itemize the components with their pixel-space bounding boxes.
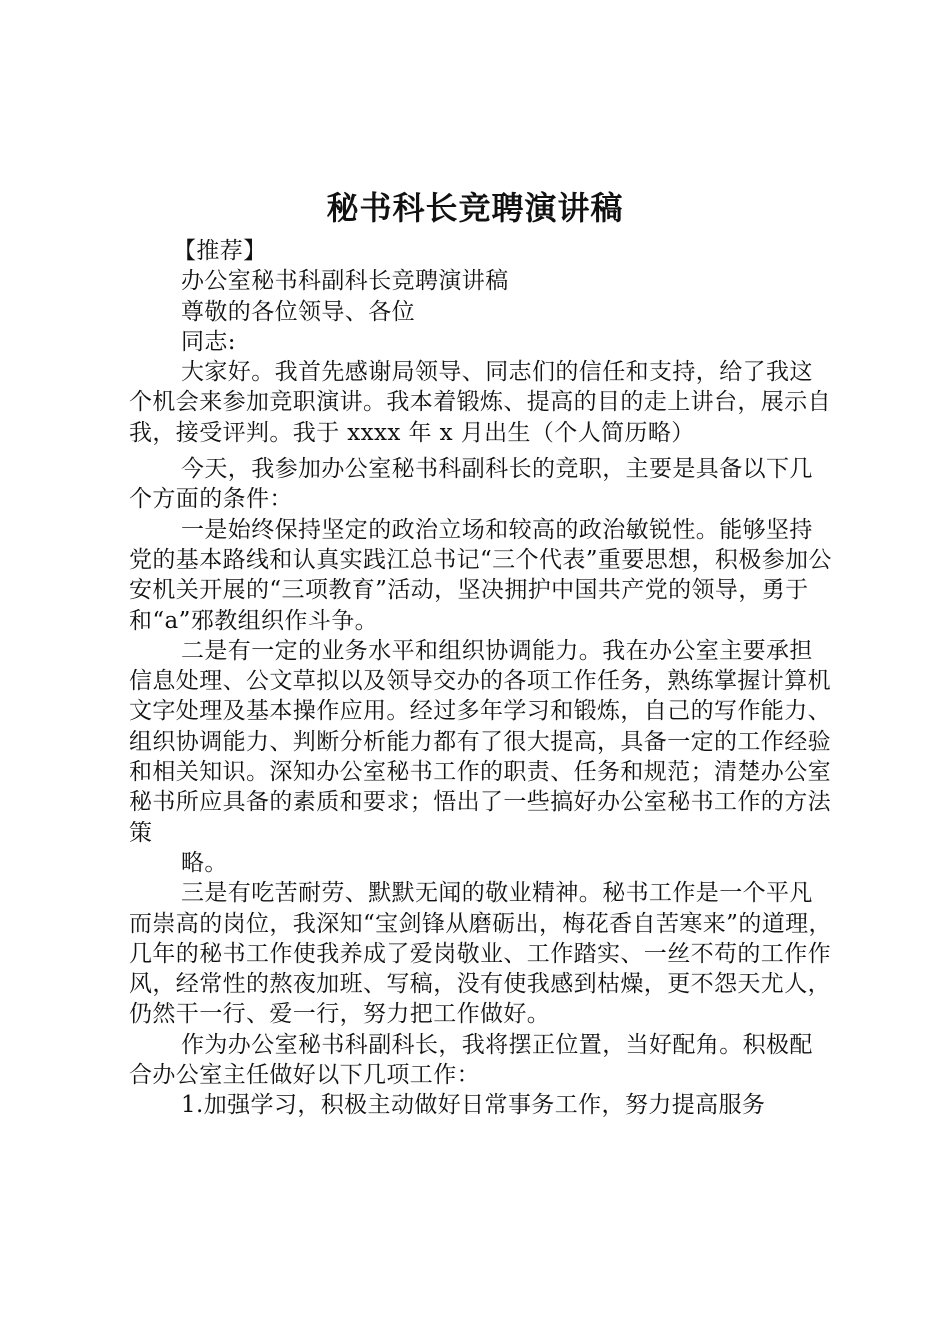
paragraph-point-one: 一是始终保持坚定的政治立场和较高的政治敏锐性。能够坚持党的基本路线和认真实践江总书记“三个代表”重要思想，积极参加公安机关开展的“三项教育”活动，坚决拥护中国共产党的领导，勇于和“a”邪教组织作斗争。 [129, 516, 832, 634]
paragraph-intro: 今天，我参加办公室秘书科副科长的竞职，主要是具备以下几个方面的条件： [129, 456, 813, 513]
document-title: 秘书科长竞聘演讲稿 [326, 189, 624, 227]
salutation-line: 尊敬的各位领导、各位 [181, 298, 415, 325]
paragraph-greeting: 大家好。我首先感谢局领导、同志们的信任和支持，给了我这个机会来参加竞职演讲。我本着锻炼、提高的目的走上讲台，展示自我，接受评判。我于 xxxx 年 x 月出生（个人简历略） [129, 359, 831, 446]
document-body [129, 236, 835, 1121]
paragraph-role: 作为办公室秘书科副科长，我将摆正位置，当好配角。积极配合办公室主任做好以下几项工作： [129, 1031, 813, 1089]
recommend-tag: 【推荐】 [173, 238, 267, 264]
paragraph-point-two: 二是有一定的业务水平和组织协调能力。我在办公室主要承担信息处理、公文草拟以及领导交办的各项工作任务，熟练掌握计算机文字处理及基本操作应用。经过多年学习和锻炼，自己的写作能力、组织协调能力、判断分析能力都有了很大提高，具备一定的工作经验和相关知识。深知办公室秘书工作的职责、任务和规范；清楚办公室秘书所应具备的素质和要求；悟出了一些搞好办公室秘书工作的方法策 [129, 637, 831, 846]
salutation-line-2: 同志: [181, 328, 236, 355]
paragraph-point-three: 三是有吃苦耐劳、默默无闻的敬业精神。秘书工作是一个平凡而崇高的岗位，我深知“宝剑锋从磨砺出，梅花香自苦寒来”的道理，几年的秘书工作使我养成了爱岗敬业、工作踏实、一丝不苟的工作作风，经常性的熬夜加班、写稿，没有使我感到枯燥，更不怨天尤人，仍然干一行、爱一行，努力把工作做好。 [129, 880, 832, 1028]
list-item-1: 1.加强学习，积极主动做好日常事务工作，努力提高服务 [181, 1092, 766, 1119]
subtitle-line: 办公室秘书科副科长竞聘演讲稿 [181, 268, 509, 295]
paragraph-point-two-end: 略。 [181, 849, 228, 876]
